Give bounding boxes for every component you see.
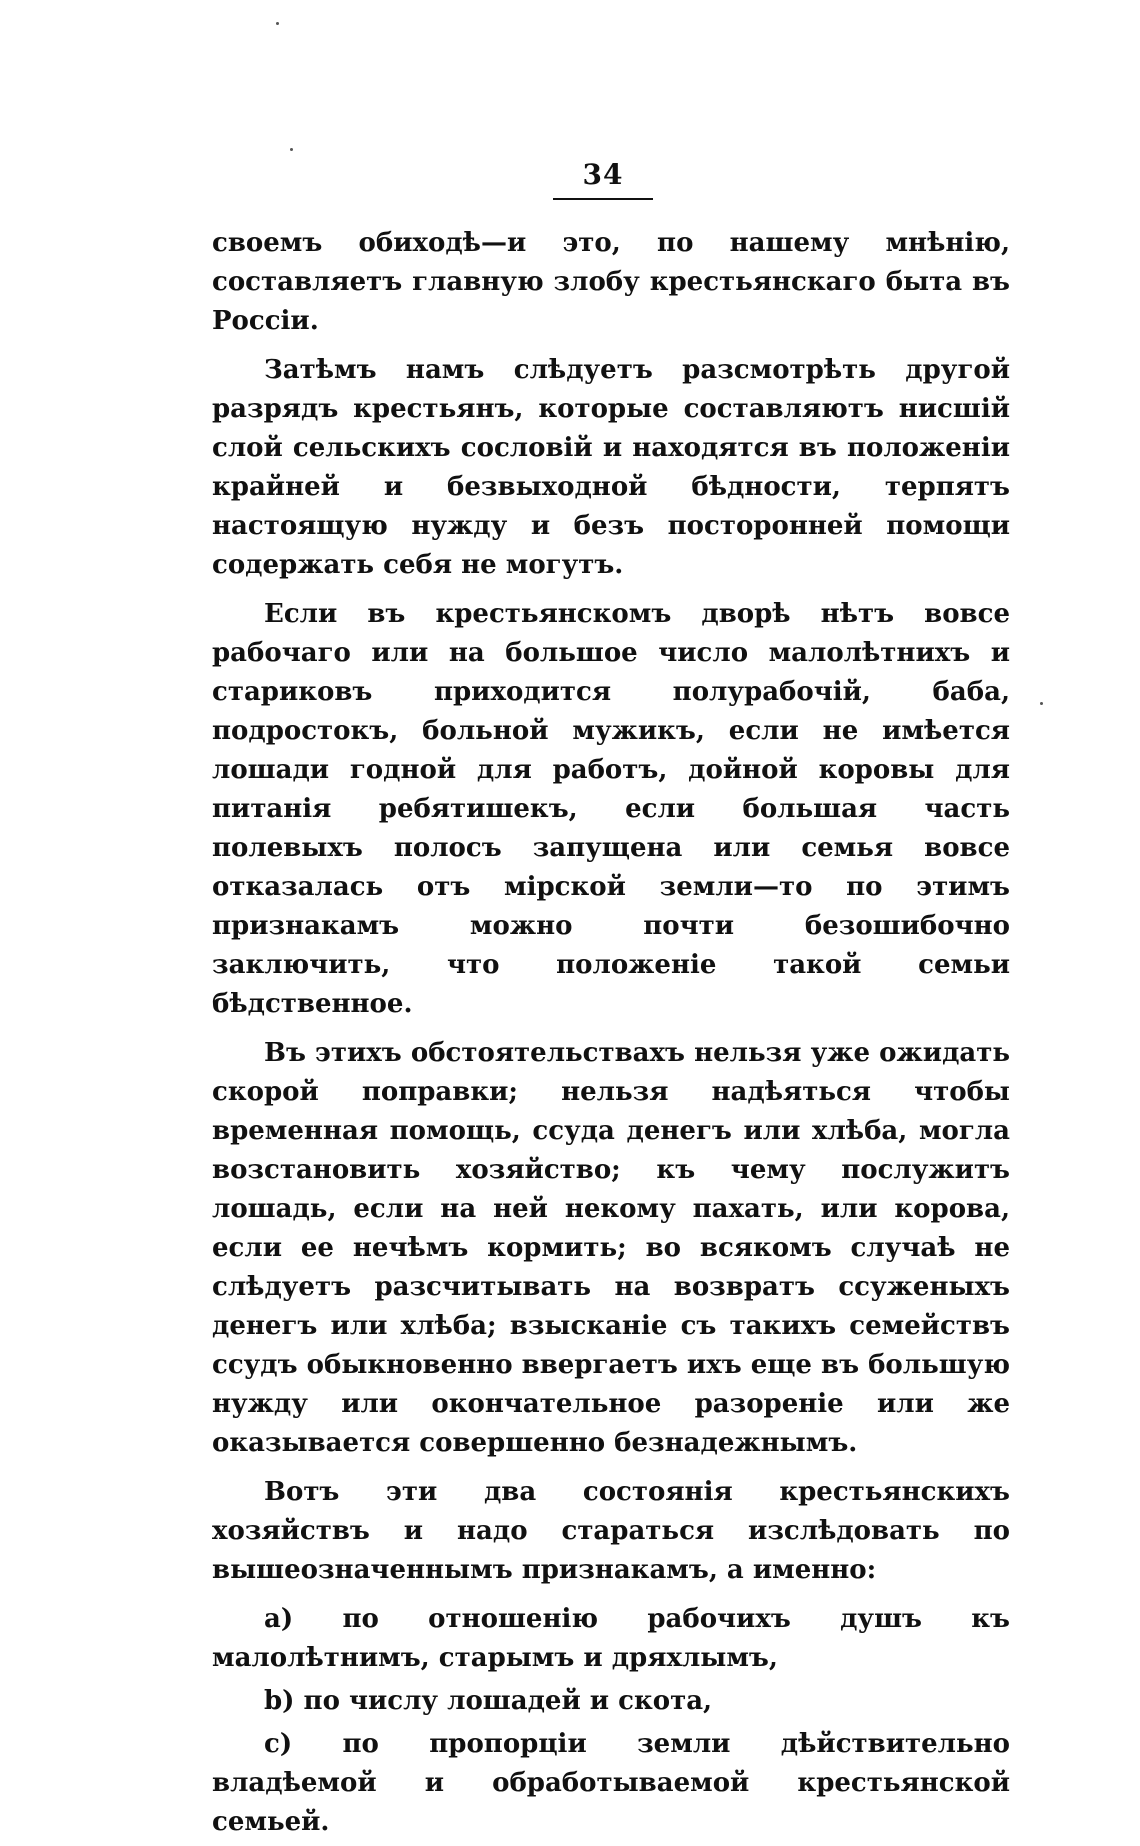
paragraph: Если въ крестьянскомъ дворѣ нѣтъ вовсе рабочаго или на большое число малолѣтнихъ и стариковъ приходится полурабочій, баба, подростокъ, больной мужикъ, если не имѣется лошади годной для работъ, дойной коровы для питанія ребятишекъ, если большая часть полевыхъ полосъ запущена или семья вовсе отказалась отъ мірской земли—то по этимъ признакамъ можно почти безошибочно заключить, что положеніе такой семьи бѣдственное.	[212, 599, 1010, 1019]
list-item-a: а) по отношенію рабочихъ душъ къ малолѣтнимъ, старымъ и дряхлымъ,	[212, 1604, 1010, 1673]
scan-speck	[276, 22, 279, 25]
page-number: 34	[582, 158, 624, 191]
paragraph: Вотъ эти два состоянія крестьянскихъ хозяйствъ и надо стараться изслѣдовать по вышеозначеннымъ признакамъ, а именно:	[212, 1477, 1010, 1585]
paragraph-continuation: своемъ обиходѣ—и это, по нашему мнѣнію, составляетъ главную злобу крестьянскаго быта въ Россіи.	[212, 228, 1010, 336]
page-text	[212, 224, 1010, 1846]
list-item-c: с) по пропорціи земли дѣйствительно владѣемой и обработываемой крестьянской семьей.	[212, 1729, 1010, 1837]
paragraph: Затѣмъ намъ слѣдуетъ разсмотрѣть другой разрядъ крестьянъ, которые составляютъ нисшій слой сельскихъ сословій и находятся въ положеніи крайней и безвыходной бѣдности, терпятъ настоящую нужду и безъ посторонней помощи содержать себя не могутъ.	[212, 355, 1010, 580]
scan-speck	[290, 148, 293, 151]
page-number-rule	[553, 198, 653, 200]
list-item-b: b) по числу лошадей и скота,	[264, 1686, 713, 1716]
scan-speck	[1040, 702, 1043, 705]
paragraph: Въ этихъ обстоятельствахъ нельзя уже ожидать скорой поправки; нельзя надѣяться чтобы временная помощь, ссуда денегъ или хлѣба, могла возстановить хозяйство; къ чему послужитъ лошадь, если на ней некому пахать, или корова, если ее нечѣмъ кормить; во всякомъ случаѣ не слѣдуетъ разсчитывать на возвратъ ссуженыхъ денегъ или хлѣба; взысканіе съ такихъ семействъ ссудъ обыкновенно ввергаетъ ихъ еще въ большую нужду или окончательное разореніе или же оказывается совершенно безнадежнымъ.	[212, 1038, 1010, 1458]
